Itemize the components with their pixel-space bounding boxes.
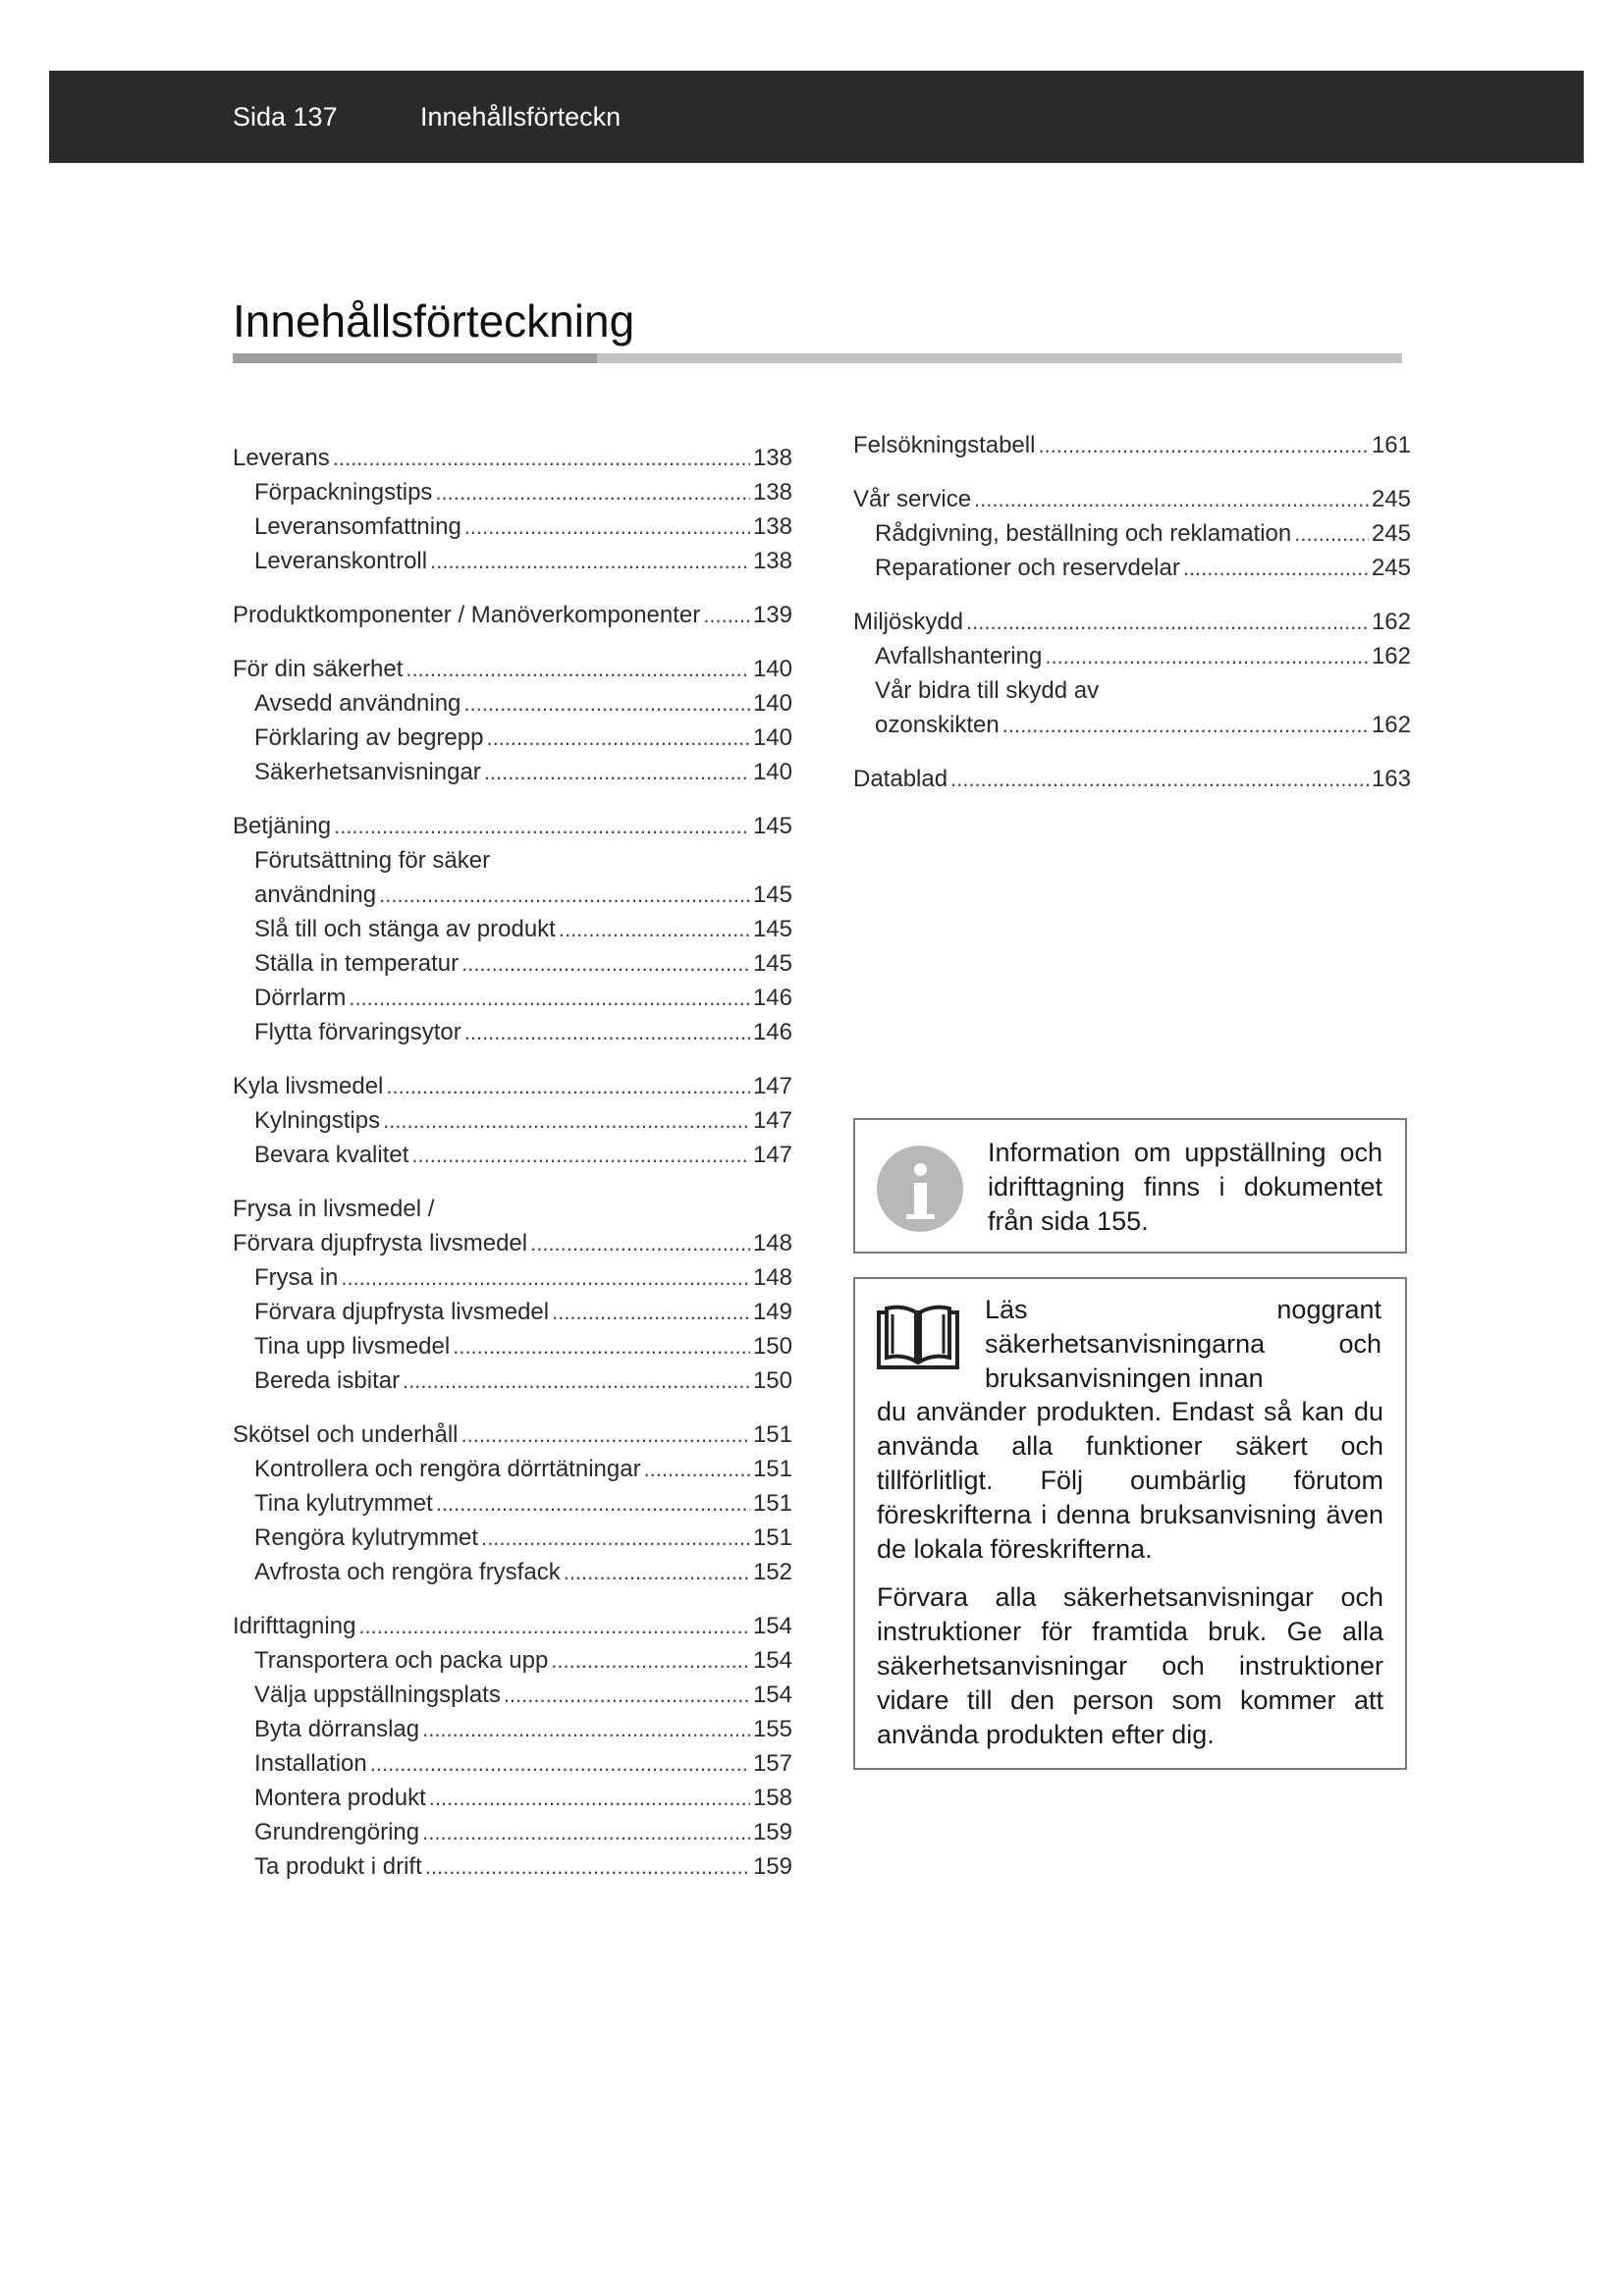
toc-group (233, 1069, 792, 1172)
toc-entry (233, 1815, 792, 1849)
safety-note-paragraph-2: Förvara alla säkerhetsanvisningar och instruktioner för framtida bruk. Ge alla säkerhetsanvisningar och instruktioner vidare till den person som kommer att använda produkten efter dig. (877, 1582, 1383, 1749)
toc-entry-label: Felsökningstabell (853, 432, 1036, 458)
safety-note-heading: Läs noggrant säkerhetsanvisningarna och bruksanvisningen innan (985, 1295, 1381, 1393)
toc-entry (233, 1138, 792, 1172)
toc-entry-label: Vår bidra till skydd av (875, 677, 1100, 704)
info-note-box (853, 1118, 1407, 1254)
toc-entry (233, 1260, 792, 1295)
toc-dot-leader (703, 598, 750, 632)
toc-entry-label: Grundrengöring (254, 1819, 420, 1845)
toc-entry-label: Tina kylutrymmet (254, 1490, 433, 1517)
toc-entry-page: 163 (1371, 766, 1411, 792)
toc-dot-leader (464, 509, 750, 544)
toc-entry-page: 159 (752, 1819, 792, 1845)
toc-entry-label: Frysa in (254, 1264, 339, 1291)
toc-entry-page: 162 (1371, 712, 1411, 738)
toc-entry-page: 151 (752, 1421, 792, 1448)
toc-entry-label: Frysa in livsmedel / (233, 1196, 435, 1222)
toc-entry (233, 652, 792, 686)
toc-entry-label: Installation (254, 1750, 367, 1777)
toc-entry-label: Ställa in temperatur (254, 950, 460, 977)
toc-entry-page: 158 (752, 1785, 792, 1811)
toc-entry-label: Dörrlarm (254, 985, 347, 1011)
toc-entry (233, 1226, 792, 1260)
toc-dot-leader (1183, 551, 1369, 585)
toc-left-column (233, 441, 792, 1903)
toc-entry-label: Kyla livsmedel (233, 1073, 384, 1099)
toc-entry (233, 1329, 792, 1363)
page-title: Innehållsförteckning (233, 295, 635, 347)
toc-dot-leader (406, 652, 750, 686)
toc-entry-label: Bereda isbitar (254, 1367, 401, 1394)
toc-dot-leader (435, 475, 750, 509)
toc-entry-page: 245 (1371, 520, 1411, 547)
toc-entry (853, 708, 1411, 742)
toc-entry (233, 1452, 792, 1486)
toc-entry (233, 1521, 792, 1555)
toc-dot-leader (552, 1295, 750, 1329)
info-icon (877, 1146, 963, 1232)
toc-entry-label: Produktkomponenter / Manöverkomponenter (233, 602, 701, 628)
toc-dot-leader (1002, 708, 1369, 742)
toc-entry (233, 1069, 792, 1103)
toc-entry-label: Välja uppställningsplats (254, 1682, 501, 1708)
toc-group (853, 605, 1411, 742)
toc-entry-page: 154 (752, 1682, 792, 1708)
toc-entry-page: 150 (752, 1333, 792, 1360)
book-icon (877, 1305, 959, 1369)
safety-note-paragraph-1: du använder produkten. Endast så kan du använda alla funktioner säkert och tillförlitligt. Följ oumbärlig förutom föreskrifterna i denna bruksanvisning även de lokala föreskrifterna. (877, 1397, 1383, 1564)
section-title-label: Innehållsförteckn (420, 102, 622, 132)
toc-entry-label: Förvara djupfrysta livsmedel (233, 1230, 528, 1256)
toc-group (853, 762, 1411, 796)
toc-entry-page: 151 (752, 1490, 792, 1517)
toc-entry-page: 161 (1371, 432, 1411, 458)
toc-entry-label: Betjäning (233, 813, 332, 839)
toc-dot-leader (464, 1015, 750, 1049)
toc-entry-page: 151 (752, 1456, 792, 1482)
toc-entry-label: ozonskikten (875, 712, 1000, 738)
toc-entry (233, 1015, 792, 1049)
page-number-label: Sida 137 (233, 102, 338, 132)
title-underline-accent (233, 353, 597, 363)
toc-entry (233, 1609, 792, 1643)
toc-entry-page: 154 (752, 1613, 792, 1639)
toc-group (233, 809, 792, 1049)
toc-dot-leader (950, 762, 1369, 796)
toc-entry-label: Förvara djupfrysta livsmedel (254, 1299, 550, 1325)
toc-entry-page: 145 (752, 916, 792, 942)
toc-dot-leader (341, 1260, 750, 1295)
toc-entry-label: Förutsättning för säker (254, 847, 491, 874)
toc-entry (233, 721, 792, 755)
toc-entry-label: Kontrollera och rengöra dörrtätningar (254, 1456, 641, 1482)
toc-dot-leader (551, 1643, 750, 1678)
toc-entry (233, 1363, 792, 1398)
toc-entry-label: För din säkerhet (233, 656, 404, 682)
toc-dot-leader (486, 721, 749, 755)
toc-entry (233, 755, 792, 789)
toc-entry-page: 149 (752, 1299, 792, 1325)
toc-entry-page: 147 (752, 1073, 792, 1099)
toc-entry-page: 145 (752, 950, 792, 977)
toc-entry-label: Transportera och packa upp (254, 1647, 549, 1674)
toc-dot-leader (429, 1781, 750, 1815)
toc-entry-label: Slå till och stänga av produkt (254, 916, 556, 942)
toc-dot-leader (1294, 516, 1369, 551)
toc-group (853, 482, 1411, 585)
toc-entry-label: Säkerhetsanvisningar (254, 759, 481, 785)
toc-entry (233, 686, 792, 721)
toc-entry-page: 162 (1371, 609, 1411, 635)
toc-entry-label: Ta produkt i drift (254, 1853, 422, 1880)
toc-entry (233, 598, 792, 632)
toc-entry-label: användning (254, 881, 377, 908)
toc-entry (233, 509, 792, 544)
toc-entry-label: Leveranskontroll (254, 548, 428, 574)
toc-dot-leader (463, 686, 750, 721)
toc-entry-label: Montera produkt (254, 1785, 426, 1811)
toc-entry-page: 148 (752, 1264, 792, 1291)
toc-entry-page: 145 (752, 881, 792, 908)
toc-dot-leader (334, 809, 750, 843)
toc-entry (233, 1295, 792, 1329)
toc-entry-label: Rådgivning, beställning och reklamation (875, 520, 1292, 547)
toc-entry (853, 428, 1411, 462)
toc-entry-label: Avfallshantering (875, 643, 1043, 669)
toc-entry (233, 441, 792, 475)
toc-entry-page: 138 (752, 548, 792, 574)
toc-group (233, 1609, 792, 1884)
toc-dot-leader (453, 1329, 750, 1363)
toc-entry-page: 245 (1371, 555, 1411, 581)
toc-group (233, 1192, 792, 1398)
toc-entry (233, 946, 792, 981)
toc-entry (853, 639, 1411, 673)
toc-dot-leader (422, 1712, 750, 1746)
toc-entry-label: Datablad (853, 766, 948, 792)
toc-dot-leader (403, 1363, 750, 1398)
toc-group (233, 441, 792, 578)
toc-dot-leader (559, 912, 750, 946)
toc-entry-label: Skötsel och underhåll (233, 1421, 459, 1448)
toc-dot-leader (411, 1138, 750, 1172)
safety-note-body (877, 1395, 1383, 1766)
toc-entry-page: 162 (1371, 643, 1411, 669)
toc-entry-label: Leverans (233, 445, 330, 471)
toc-entry-page: 145 (752, 813, 792, 839)
toc-entry (233, 475, 792, 509)
toc-entry-page: 155 (752, 1716, 792, 1742)
toc-entry-page: 148 (752, 1230, 792, 1256)
toc-dot-leader (1045, 639, 1369, 673)
toc-entry-page: 152 (752, 1559, 792, 1585)
toc-dot-leader (974, 482, 1369, 516)
toc-group (233, 598, 792, 632)
toc-entry-page: 146 (752, 985, 792, 1011)
toc-entry (853, 605, 1411, 639)
toc-dot-leader (484, 755, 750, 789)
page-header-bar (49, 71, 1584, 163)
toc-entry-page: 140 (752, 759, 792, 785)
toc-entry-label: Förpackningstips (254, 479, 433, 506)
toc-entry (233, 1555, 792, 1589)
toc-dot-leader (436, 1486, 750, 1521)
toc-dot-leader (358, 1609, 750, 1643)
toc-dot-leader (460, 1417, 749, 1452)
toc-entry-label: Avfrosta och rengöra frysfack (254, 1559, 561, 1585)
toc-entry-page: 139 (752, 602, 792, 628)
toc-dot-leader (379, 878, 750, 912)
toc-right-column (853, 428, 1411, 816)
toc-entry (233, 1746, 792, 1781)
toc-entry-page: 245 (1371, 486, 1411, 512)
toc-dot-leader (370, 1746, 750, 1781)
toc-entry-page: 150 (752, 1367, 792, 1394)
toc-group (233, 652, 792, 789)
title-underline (233, 353, 1402, 363)
toc-dot-leader (481, 1521, 750, 1555)
toc-dot-leader (504, 1678, 750, 1712)
toc-dot-leader (1038, 428, 1369, 462)
toc-dot-leader (564, 1555, 750, 1589)
toc-dot-leader (644, 1452, 750, 1486)
toc-entry (233, 1712, 792, 1746)
toc-entry-page: 138 (752, 479, 792, 506)
toc-entry (233, 1849, 792, 1884)
toc-entry-label: Tina upp livsmedel (254, 1333, 451, 1360)
toc-entry-label: Vår service (853, 486, 972, 512)
toc-entry (853, 762, 1411, 796)
toc-group (853, 428, 1411, 462)
toc-dot-leader (349, 981, 750, 1015)
toc-entry (233, 1643, 792, 1678)
toc-entry-label: Reparationer och reservdelar (875, 555, 1180, 581)
toc-entry (853, 516, 1411, 551)
toc-group (233, 1417, 792, 1589)
toc-entry (853, 482, 1411, 516)
toc-entry-page: 138 (752, 445, 792, 471)
toc-entry (233, 878, 792, 912)
toc-entry-page: 146 (752, 1019, 792, 1045)
toc-dot-leader (966, 605, 1369, 639)
toc-entry-label: Bevara kvalitet (254, 1142, 409, 1168)
toc-entry-label: Byta dörranslag (254, 1716, 420, 1742)
toc-entry-page: 151 (752, 1524, 792, 1551)
toc-entry-label: Avsedd användning (254, 690, 461, 717)
toc-entry-page: 140 (752, 724, 792, 751)
toc-entry-page: 159 (752, 1853, 792, 1880)
toc-entry-page: 154 (752, 1647, 792, 1674)
toc-dot-leader (333, 441, 750, 475)
toc-entry-page: 140 (752, 656, 792, 682)
toc-entry (233, 544, 792, 578)
toc-entry-page: 147 (752, 1107, 792, 1134)
toc-entry-label: Rengöra kylutrymmet (254, 1524, 479, 1551)
toc-entry-page: 138 (752, 513, 792, 540)
toc-entry-label: Flytta förvaringsytor (254, 1019, 461, 1045)
toc-entry (853, 551, 1411, 585)
toc-dot-leader (530, 1226, 750, 1260)
toc-entry-label: Kylningstips (254, 1107, 381, 1134)
safety-note-box (853, 1277, 1407, 1770)
toc-dot-leader (425, 1849, 750, 1884)
toc-dot-leader (430, 544, 750, 578)
toc-entry (233, 1417, 792, 1452)
toc-entry-page: 147 (752, 1142, 792, 1168)
toc-entry-page: 157 (752, 1750, 792, 1777)
toc-entry-label: Miljöskydd (853, 609, 964, 635)
toc-entry-label: Idrifttagning (233, 1613, 356, 1639)
toc-entry (233, 912, 792, 946)
toc-entry-label: Leveransomfattning (254, 513, 461, 540)
toc-dot-leader (422, 1815, 750, 1849)
info-note-text: Information om uppställning och idrifttagning finns i dokumentet från sida 155. (988, 1138, 1382, 1236)
toc-entry (233, 981, 792, 1015)
toc-dot-leader (386, 1069, 750, 1103)
toc-entry (233, 1678, 792, 1712)
toc-entry-label: Förklaring av begrepp (254, 724, 484, 751)
toc-entry (233, 809, 792, 843)
toc-entry (233, 1486, 792, 1521)
toc-entry-page: 140 (752, 690, 792, 717)
toc-entry (233, 1103, 792, 1138)
toc-dot-leader (461, 946, 750, 981)
toc-entry (233, 1781, 792, 1815)
toc-dot-leader (383, 1103, 750, 1138)
